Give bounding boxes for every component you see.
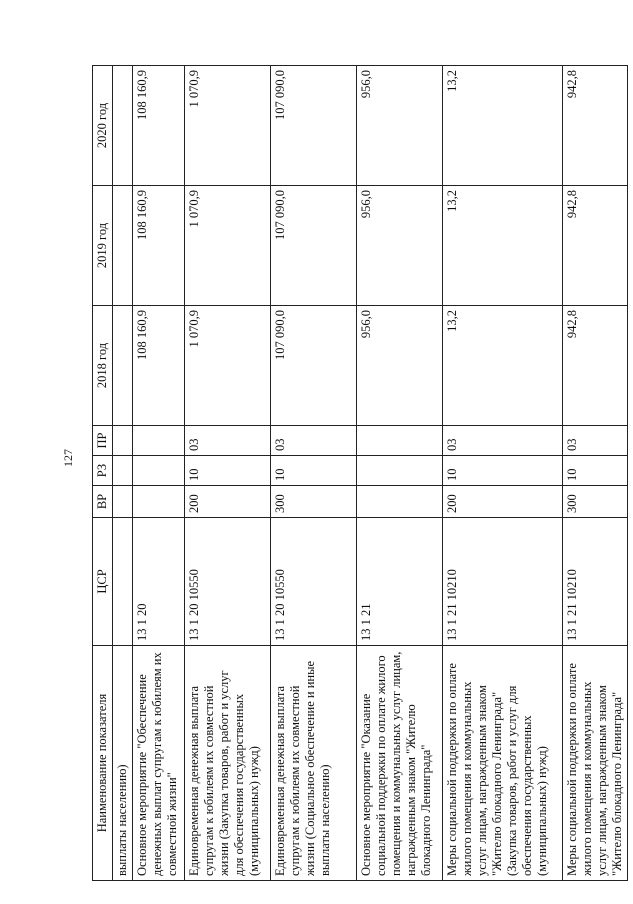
cell-2020: 108 160,9 <box>133 66 185 186</box>
cell-csr: 13 1 20 10550 <box>185 518 271 646</box>
table-row <box>271 66 357 881</box>
cell-rz <box>133 456 185 486</box>
cell-rz <box>357 456 443 486</box>
cell-vr: 300 <box>563 486 628 518</box>
cell-2019: 107 090,0 <box>271 186 357 306</box>
cell-name: Меры социальной поддержки по оплате жилого помещения и коммунальных услуг лицам, награжденным знаком "Жителю блокадного Ленинграда" (Закупка товаров, работ и услуг для обеспечения государственных (муниципальных) нужд) <box>443 646 563 881</box>
budget-table <box>92 65 628 881</box>
cell-vr: 300 <box>271 486 357 518</box>
cell-2020: 942,8 <box>563 66 628 186</box>
cell-rz: 10 <box>443 456 563 486</box>
table-row <box>133 66 185 881</box>
rotated-table-container <box>92 66 624 881</box>
cell-name: выплаты населению) <box>113 646 133 881</box>
cell-vr: 200 <box>185 486 271 518</box>
header-vr: ВР <box>93 486 113 518</box>
cell-csr: 13 1 21 10210 <box>563 518 628 646</box>
cell-2018: 942,8 <box>563 306 628 426</box>
cell-name: Основное мероприятие "Обеспечение денежных выплат супругам к юбилеям их совместной жизни" <box>133 646 185 881</box>
cell-csr <box>113 518 133 646</box>
cell-rz: 10 <box>185 456 271 486</box>
cell-2019: 108 160,9 <box>133 186 185 306</box>
table-row <box>185 66 271 881</box>
header-2018: 2018 год <box>93 306 113 426</box>
cell-name: Основное мероприятие "Оказание социальной поддержки по оплате жилого помещения и коммунальных услуг лицам, награжденным знаком "Жителю блокадного Ленинграда" <box>357 646 443 881</box>
cell-pr: 03 <box>271 426 357 456</box>
cell-2019: 13,2 <box>443 186 563 306</box>
header-2020: 2020 год <box>93 66 113 186</box>
cell-2018 <box>113 306 133 426</box>
cell-name: Единовременная денежная выплата супругам к юбилеям их совместной жизни (Социальное обеспечение и иные выплаты населению) <box>271 646 357 881</box>
cell-2020: 107 090,0 <box>271 66 357 186</box>
cell-2018: 108 160,9 <box>133 306 185 426</box>
table-row <box>563 66 628 881</box>
cell-2018: 13,2 <box>443 306 563 426</box>
cell-pr <box>113 426 133 456</box>
cell-2020: 1 070,9 <box>185 66 271 186</box>
cell-csr: 13 1 20 <box>133 518 185 646</box>
header-csr: ЦСР <box>93 518 113 646</box>
cell-2019: 942,8 <box>563 186 628 306</box>
cell-rz: 10 <box>271 456 357 486</box>
cell-2018: 1 070,9 <box>185 306 271 426</box>
cell-2018: 956,0 <box>357 306 443 426</box>
cell-name: Единовременная денежная выплата супругам к юбилеям их совместной жизни (Закупка товаров, работ и услуг для обеспечения государственных (муниципальных) нужд) <box>185 646 271 881</box>
cell-pr: 03 <box>443 426 563 456</box>
header-2019: 2019 год <box>93 186 113 306</box>
cell-2020: 13,2 <box>443 66 563 186</box>
cell-csr: 13 1 21 10210 <box>443 518 563 646</box>
table-row <box>113 66 133 881</box>
cell-2018: 107 090,0 <box>271 306 357 426</box>
cell-name: Меры социальной поддержки по оплате жилого помещения и коммунальных услуг лицам, награжденным знаком "Жителю блокадного Ленинграда" <box>563 646 628 881</box>
cell-vr: 200 <box>443 486 563 518</box>
cell-pr <box>357 426 443 456</box>
cell-pr: 03 <box>563 426 628 456</box>
cell-2020 <box>113 66 133 186</box>
header-pr: ПР <box>93 426 113 456</box>
page-number: 127 <box>61 449 75 467</box>
table-row <box>357 66 443 881</box>
cell-csr: 13 1 20 10550 <box>271 518 357 646</box>
cell-csr: 13 1 21 <box>357 518 443 646</box>
cell-pr <box>133 426 185 456</box>
cell-2019: 1 070,9 <box>185 186 271 306</box>
cell-2019: 956,0 <box>357 186 443 306</box>
header-rz: РЗ <box>93 456 113 486</box>
cell-2020: 956,0 <box>357 66 443 186</box>
cell-rz: 10 <box>563 456 628 486</box>
table-viewport <box>92 66 624 881</box>
cell-vr <box>113 486 133 518</box>
cell-rz <box>113 456 133 486</box>
cell-pr: 03 <box>185 426 271 456</box>
cell-vr <box>357 486 443 518</box>
table-header-row <box>93 66 113 881</box>
cell-2019 <box>113 186 133 306</box>
table-row <box>443 66 563 881</box>
header-name: Наименование показателя <box>93 646 113 881</box>
cell-vr <box>133 486 185 518</box>
